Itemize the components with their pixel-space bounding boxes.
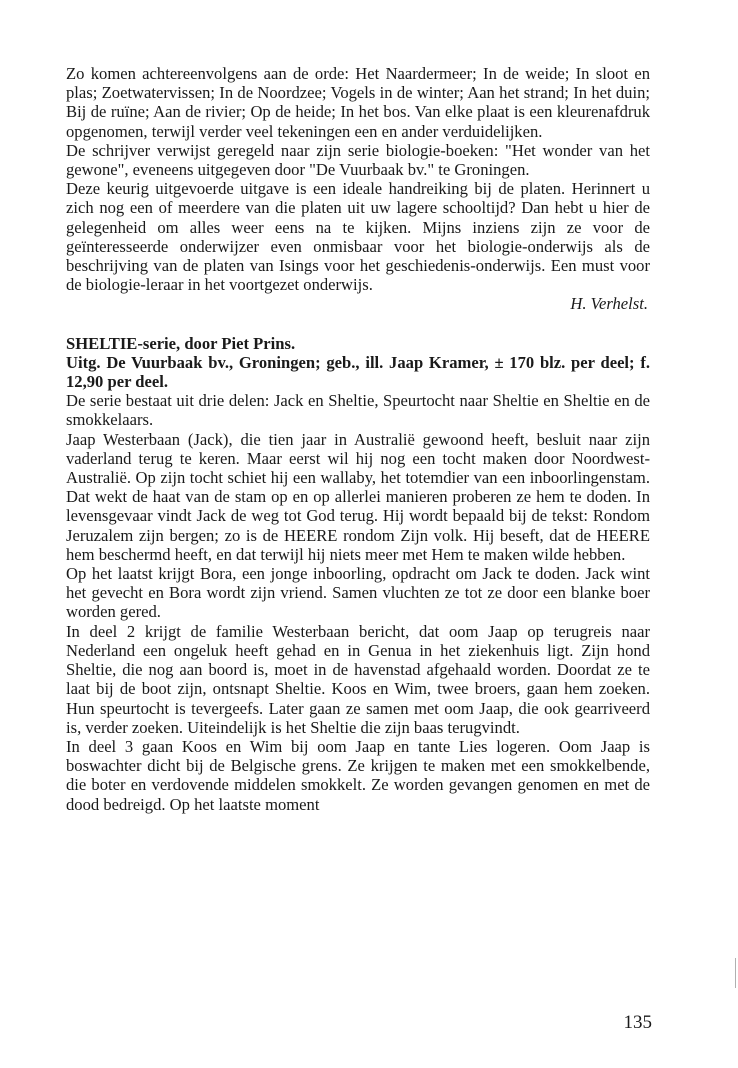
review2-paragraph: Jaap Westerbaan (Jack), die tien jaar in Australië gewoond heeft, besluit naar zijn vaderland terug te keren. Maar eerst wil hij nog een tocht maken door Noordwest-Australië. Op zijn tocht schiet hij een wallaby, het totemdier van een inboorlingenstam. Dat wekt de haat van de stam op en op allerlei manieren proberen ze hem te doden. In levensgevaar vindt Jack de weg tot God terug. Hij wordt bepaald bij de tekst: Rondom Jeruzalem zijn bergen; zo is de HEERE rondom Zijn volk. Hij beseft, dat de HEERE hem beschermd heeft, en dat terwijl hij niets meer met Hem te maken wilde hebben. [66,429,650,564]
review1-paragraph: Deze keurig uitgevoerde uitgave is een ideale handreiking bij de platen. Herinnert u zich nog een of meerdere van die platen uit uw lagere schooltijd? Dan hebt u hier de gelegenheid om alles weer eens na te kijken. Mijns inziens zijn ze voor de geïnteresseerde onderwijzer even onmisbaar voor het biologie-onderwijs als de beschrijving van de platen van Isings voor het geschiedenis-onderwijs. Een must voor de biologie-leraar in het voortgezet onderwijs. [66,179,650,295]
review2-paragraph: Op het laatst krijgt Bora, een jonge inboorling, opdracht om Jack te doden. Jack wint het gevecht en Bora wordt zijn vriend. Samen vluchten ze tot ze door een blanke boer worden gered. [66,564,650,622]
review2-section [66,334,650,814]
review2-paragraph: In deel 2 krijgt de familie Westerbaan bericht, dat oom Jaap op terugreis naar Nederland een ongeluk heeft gehad en in Genua in het ziekenhuis ligt. Zijn hond Sheltie, die nog aan boord is, moet in de havenstad afgehaald worden. Doordat ze te laat bij de boot zijn, ontsnapt Sheltie. Koos en Wim, twee broers, gaan hem zoeken. Hun speurtocht is tevergeefs. Later gaan ze samen met oom Jaap, die ook gearriveerd is, verder zoeken. Uiteindelijk is het Sheltie die zijn baas terugvindt. [66,621,650,737]
scan-edge-mark [735,958,736,988]
page-body [66,64,650,814]
review2-paragraph: In deel 3 gaan Koos en Wim bij oom Jaap en tante Lies logeren. Oom Jaap is boswachter dicht bij de Belgische grens. Ze krijgen te maken met een smokkelbende, die boter en verdovende middelen smokkelt. Ze worden gevangen genomen en met de dood bedreigd. Op het laatste moment [66,736,650,814]
review1-signature: H. Verhelst. [570,294,648,314]
review2-paragraph: De serie bestaat uit drie delen: Jack en Sheltie, Speurtocht naar Sheltie en Sheltie en de smokkelaars. [66,391,650,430]
review1-paragraph: Zo komen achtereenvolgens aan de orde: Het Naardermeer; In de weide; In sloot en plas; Zoetwatervissen; In de Noordzee; Vogels in de winter; Aan het strand; In het duin; Bij de ruïne; Aan de rivier; Op de heide; In het bos. Van elke plaat is een kleurenafdruk opgenomen, terwijl verder veel tekeningen een en ander verduidelijken. [66,64,650,141]
page-number: 135 [623,1012,652,1033]
review2-publication: Uitg. De Vuurbaak bv., Groningen; geb., ill. Jaap Kramer, ± 170 blz. per deel; f. 12,90 per deel. [66,352,650,392]
review1-paragraph: De schrijver verwijst geregeld naar zijn serie biologie-boeken: "Het wonder van het gewone", eveneens uitgegeven door "De Vuurbaak bv." te Groningen. [66,140,650,180]
review2-title: SHELTIE-serie, door Piet Prins. [66,333,296,353]
